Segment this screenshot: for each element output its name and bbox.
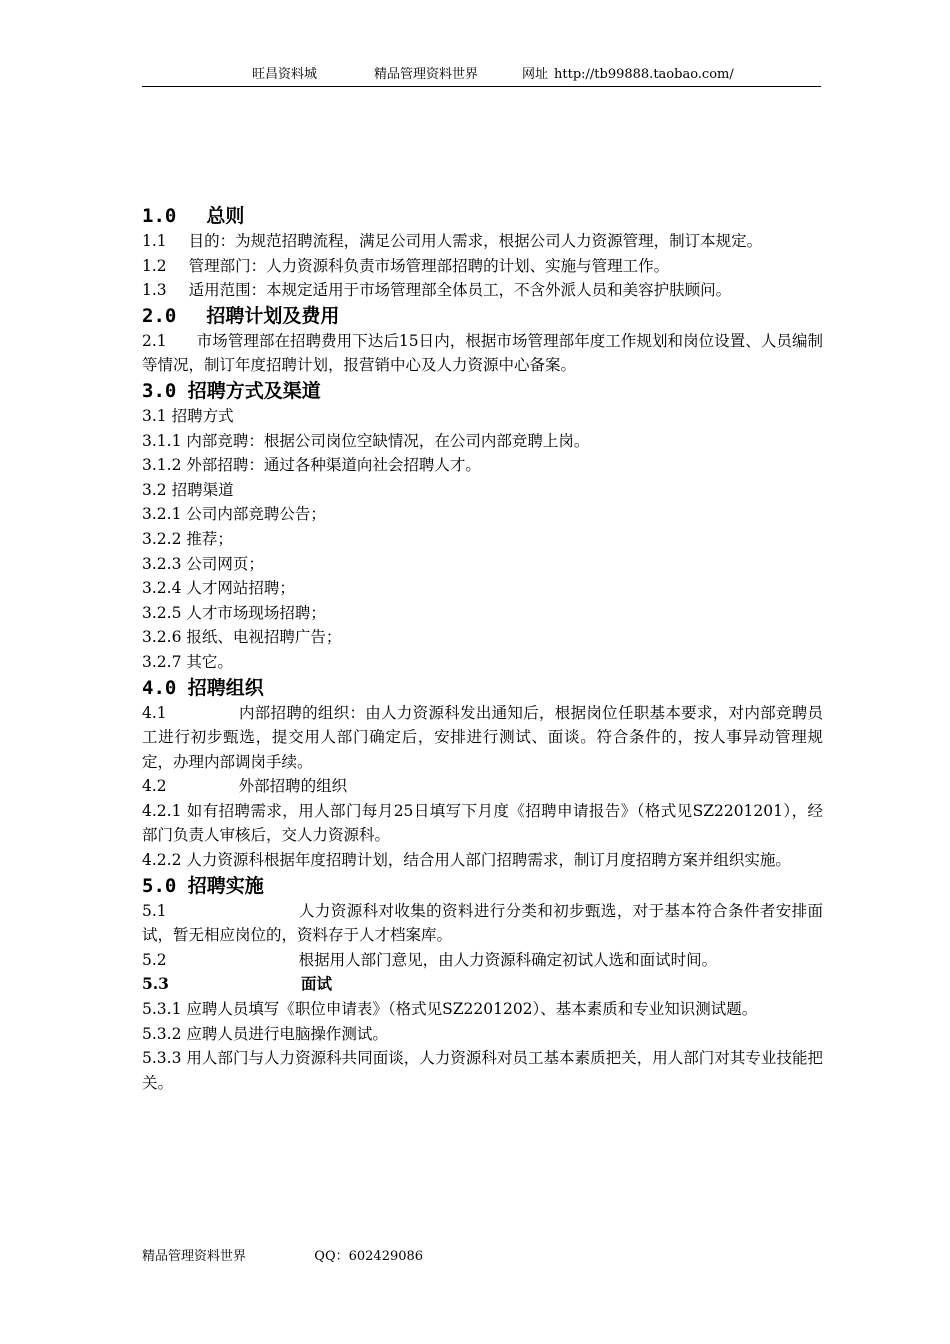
paragraph-4-2-1: 4.2.1 如有招聘需求，用人部门每月25日填写下月度《招聘申请报告》（格式见SZ2201201），经部门负责人审核后，交人力资源科。 (142, 801, 823, 845)
header-left: 旺昌资料城 (252, 67, 318, 82)
paragraph-2-1: 2.1 市场管理部在招聘费用下达后15日内，根据市场管理部年度工作规划和岗位设置、人员编制等情况，制订年度招聘计划，报营销中心及人力资源中心备案。 (142, 331, 823, 375)
section-heading-4: 4.0 招聘组织 (142, 676, 264, 699)
paragraph-4-2-2: 4.2.2 人力资源科根据年度招聘计划，结合用人部门招聘需求，制订月度招聘方案并组织实施。 (142, 851, 791, 870)
footer-left: 精品管理资料世界 (142, 1249, 247, 1264)
paragraph-3-1: 3.1 招聘方式 (142, 406, 234, 425)
paragraph-1-1: 1.1 目的：为规范招聘流程，满足公司用人需求，根据公司人力资源管理，制订本规定。 (142, 232, 763, 250)
page-footer (142, 1248, 423, 1266)
subheading-5-3: 5.3 面试 (142, 974, 332, 994)
paragraph-1-2: 1.2 管理部门：人力资源科负责市场管理部招聘的计划、实施与管理工作。 (142, 256, 670, 275)
page-header (142, 66, 821, 87)
paragraph-1-3: 1.3 适用范围：本规定适用于市场管理部全体员工，不含外派人员和美容护肤顾问。 (142, 281, 732, 300)
list-item-3-2-4: 3.2.4 人才网站招聘； (142, 579, 295, 598)
list-item-3-2-2: 3.2.2 推荐； (142, 529, 233, 548)
paragraph-5-3-2: 5.3.2 应聘人员进行电脑操作测试。 (142, 1024, 388, 1043)
paragraph-3-1-2: 3.1.2 外部招聘：通过各种渠道向社会招聘人才。 (142, 456, 481, 475)
section-heading-1: 1.0 总则 (142, 205, 245, 227)
list-item-3-2-6: 3.2.6 报纸、电视招聘广告； (142, 628, 342, 647)
list-item-3-2-7: 3.2.7 其它。 (142, 652, 233, 671)
list-item-3-2-3: 3.2.3 公司网页； (142, 554, 264, 573)
paragraph-5-3-1: 5.3.1 应聘人员填写《职位申请表》（格式见SZ2201202）、基本素质和专业知识测试题。 (142, 1000, 758, 1019)
paragraph-4-2: 4.2 外部招聘的组织 (142, 777, 348, 796)
document-body (142, 203, 823, 1095)
paragraph-3-1-1: 3.1.1 内部竞聘：根据公司岗位空缺情况，在公司内部竞聘上岗。 (142, 431, 590, 450)
paragraph-4-1: 4.1 内部招聘的组织：由人力资源科发出通知后，根据岗位任职基本要求，对内部竞聘员工进行初步甄选，提交用人部门确定后，安排进行测试、面谈。符合条件的，按人事异动管理规定，办理内部调岗手续。 (142, 703, 823, 771)
footer-qq: QQ：602429086 (314, 1249, 424, 1264)
paragraph-5-1: 5.1 人力资源科对收集的资料进行分类和初步甄选，对于基本符合条件者安排面试，暂无相应岗位的，资料存于人才档案库。 (142, 901, 823, 945)
section-heading-3: 3.0 招聘方式及渠道 (142, 379, 321, 402)
header-url[interactable]: http://tb99888.taobao.com/ (554, 67, 734, 82)
section-heading-2: 2.0 招聘计划及费用 (142, 304, 340, 327)
paragraph-5-3-3: 5.3.3 用人部门与人力资源科共同面谈，人力资源科对员工基本素质把关，用人部门对其专业技能把关。 (142, 1049, 823, 1092)
paragraph-5-2: 5.2 根据用人部门意见，由人力资源科确定初试人选和面试时间。 (142, 950, 718, 969)
header-middle: 精品管理资料世界 (374, 67, 479, 82)
section-heading-5: 5.0 招聘实施 (142, 874, 264, 897)
list-item-3-2-1: 3.2.1 公司内部竞聘公告； (142, 505, 326, 524)
list-item-3-2-5: 3.2.5 人才市场现场招聘； (142, 603, 326, 622)
header-url-label: 网址 (522, 67, 549, 82)
paragraph-3-2: 3.2 招聘渠道 (142, 480, 234, 499)
